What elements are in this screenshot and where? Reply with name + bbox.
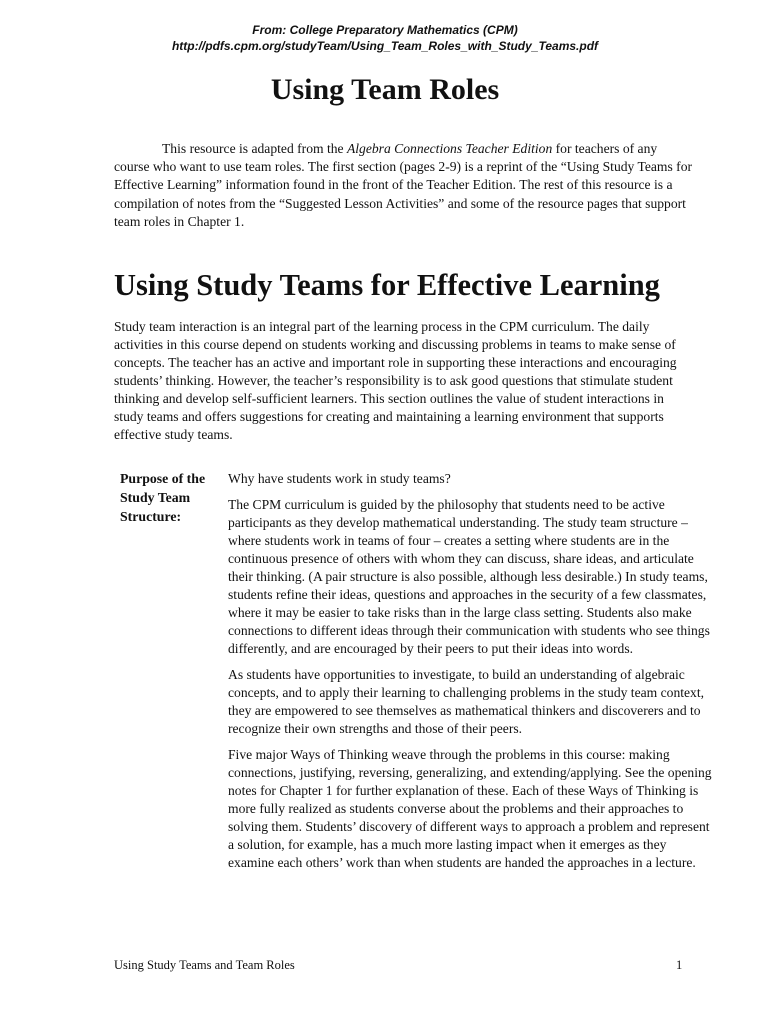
intro-text-start: This resource is adapted from the: [162, 141, 347, 156]
purpose-paragraph: Five major Ways of Thinking weave through the problems in this course: making connections, justifying, reversing, generalizing, and extending/applying. See the opening notes for Chapter 1 for further explanation of these. Each of these Ways of Thinking is more fully realized as students converse about the problems and their approaches to solving them. Students’ discovery of different ways to approach a problem and represent a solution, for example, has a much more lasting impact when it emerges as they examine each others’ work than when students are handed the approaches in a lecture.: [228, 747, 712, 870]
section-heading: Using Study Teams for Effective Learning: [114, 268, 660, 302]
footer-title: Using Study Teams and Team Roles: [114, 958, 295, 972]
intro-text-end: for teachers of any course who want to use team roles. The first section (pages 2-9) is a reprint of the “Using Study Teams for Effective Learning” information found in the front of the Teacher Edition. The rest of this resource is a compilation of notes from the “Suggested Lesson Activities” and some of the resource pages that support team roles in Chapter 1.: [114, 141, 693, 229]
purpose-paragraph: As students have opportunities to investigate, to build an understanding of algebraic concepts, and to apply their learning to challenging problems in the study team context, they are empowered to see themselves as mathematical thinkers and discoverers and to recognize their own strengths and those of their peers.: [228, 667, 705, 736]
source-line: From: College Preparatory Mathematics (CPM): [252, 23, 518, 37]
page-number: 1: [676, 958, 683, 972]
purpose-paragraph: The CPM curriculum is guided by the philosophy that students need to be active participants as they develop mathematical understanding. The study team structure – where students work in teams of four – creates a setting where students are in the continuous presence of others with whom they can discuss, share ideas, and articulate their thinking. (A pair structure is also possible, although less desirable.) In study teams, students refine their ideas, questions and approaches in the security of a few classmates, where it may be easier to take risks than in the large class setting. Students also make connections to different ideas through their communication with students who see things differently, and are encouraged by their peers to put their ideas into words.: [228, 497, 710, 656]
purpose-body: [228, 470, 712, 880]
section-body-paragraph: Study team interaction is an integral part of the learning process in the CPM curriculum. The daily activities in this course depend on students working and discussing problems in teams to make sense of concepts. The teacher has an active and important role in supporting these interactions and encouraging students’ thinking. However, the teacher’s responsibility is to ask good questions that stimulate student thinking and develop self-sufficient learners. This section outlines the value of student interactions in study teams and offers suggestions for creating and maintaining a learning environment that supports effective study teams.: [114, 319, 677, 442]
document-title: Using Team Roles: [270, 73, 500, 106]
book-title: Algebra Connections Teacher Edition: [346, 141, 553, 156]
purpose-side-label: Purpose of the Study Team Structure:: [120, 471, 206, 524]
purpose-question: Why have students work in study teams?: [228, 471, 451, 486]
source-url: http://pdfs.cpm.org/studyTeam/Using_Team_Roles_with_Study_Teams.pdf: [171, 39, 599, 53]
intro-paragraph: [114, 140, 694, 231]
